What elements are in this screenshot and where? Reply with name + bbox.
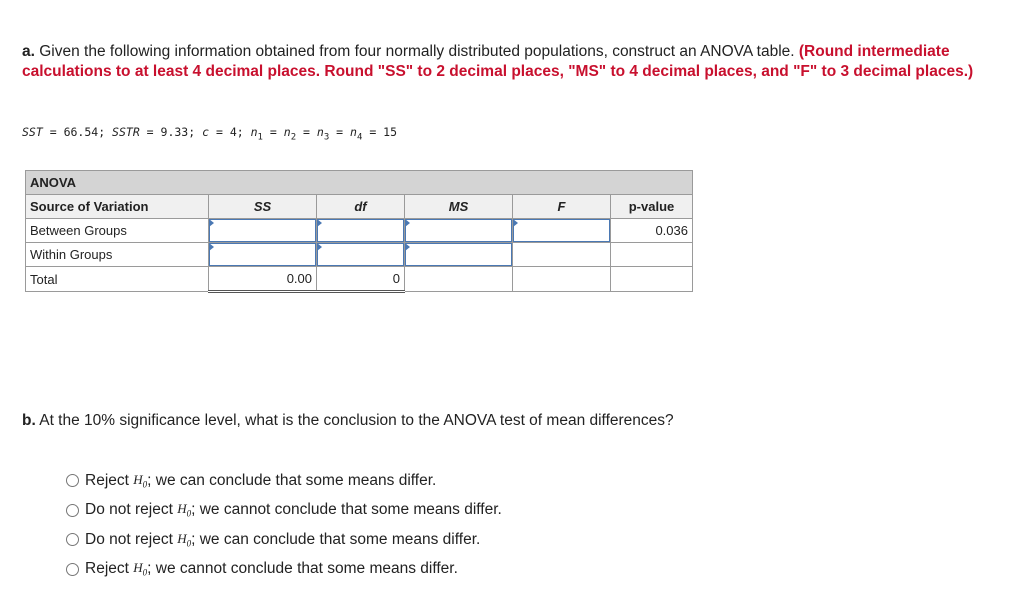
part-a-text: Given the following information obtained from four normally distributed populations, construct an ANOVA table. bbox=[34, 43, 799, 60]
within-ms-input[interactable] bbox=[405, 243, 513, 267]
column-header-row bbox=[26, 195, 693, 219]
total-p-empty bbox=[611, 267, 693, 292]
total-ms-empty bbox=[405, 267, 513, 292]
part-b-prefix: b. bbox=[22, 412, 36, 429]
label-total: Total bbox=[26, 267, 209, 292]
within-p-empty bbox=[611, 243, 693, 267]
question-a bbox=[22, 42, 1007, 82]
part-a-prefix: a. bbox=[22, 43, 35, 60]
row-within-groups bbox=[26, 243, 693, 267]
between-p-value: 0.036 bbox=[611, 219, 693, 243]
within-ss-input[interactable] bbox=[209, 243, 317, 267]
between-ss-input[interactable] bbox=[209, 219, 317, 243]
within-f-empty bbox=[513, 243, 611, 267]
rounding-instructions: (Round intermediate calculations to at least 4 decimal places. Round "SS" to 2 decimal places, "MS" to 4 decimal places, and "F" to 3 decimal places.) bbox=[22, 43, 974, 80]
within-df-input[interactable] bbox=[317, 243, 405, 267]
h0-symbol: $H_0$ bbox=[133, 471, 148, 490]
total-df-value: 0 bbox=[317, 267, 405, 292]
h0-symbol: $H_0$ bbox=[177, 501, 192, 520]
anova-table bbox=[25, 170, 693, 293]
radio-button[interactable] bbox=[66, 504, 79, 517]
label-within-groups: Within Groups bbox=[26, 243, 209, 267]
header-f: F bbox=[513, 195, 611, 219]
header-ss: SS bbox=[209, 195, 317, 219]
radio-button[interactable] bbox=[66, 533, 79, 546]
option-reject-can[interactable]: Reject $H_0$ ; we can conclude that some means differ. bbox=[66, 466, 502, 496]
header-p-value: p-value bbox=[611, 195, 693, 219]
option-reject-cannot[interactable]: Reject $H_0$ ; we cannot conclude that some means differ. bbox=[66, 555, 502, 585]
label-between-groups: Between Groups bbox=[26, 219, 209, 243]
between-ms-input[interactable] bbox=[405, 219, 513, 243]
header-ms: MS bbox=[405, 195, 513, 219]
option-do-not-reject-cannot[interactable]: Do not reject $H_0$ ; we cannot conclude that some means differ. bbox=[66, 496, 502, 526]
between-df-input[interactable] bbox=[317, 219, 405, 243]
given-values: SST = 66.54; SSTR = 9.33; c = 4; $n_1 = n_2 = n_3 = n_4 = 15$ bbox=[22, 125, 398, 143]
header-df: df bbox=[317, 195, 405, 219]
radio-button[interactable] bbox=[66, 474, 79, 487]
total-ss-value: 0.00 bbox=[209, 267, 317, 292]
answer-options bbox=[66, 466, 502, 584]
radio-button[interactable] bbox=[66, 563, 79, 576]
total-f-empty bbox=[513, 267, 611, 292]
option-do-not-reject-can[interactable]: Do not reject $H_0$ ; we can conclude that some means differ. bbox=[66, 525, 502, 555]
row-total bbox=[26, 267, 693, 292]
between-f-input[interactable] bbox=[513, 219, 611, 243]
part-b-text: At the 10% significance level, what is the conclusion to the ANOVA test of mean differences? bbox=[35, 412, 674, 429]
question-b bbox=[22, 412, 674, 430]
row-between-groups bbox=[26, 219, 693, 243]
anova-title: ANOVA bbox=[26, 171, 693, 195]
header-source: Source of Variation bbox=[26, 195, 209, 219]
h0-symbol: $H_0$ bbox=[133, 560, 148, 579]
h0-symbol: $H_0$ bbox=[177, 530, 192, 549]
